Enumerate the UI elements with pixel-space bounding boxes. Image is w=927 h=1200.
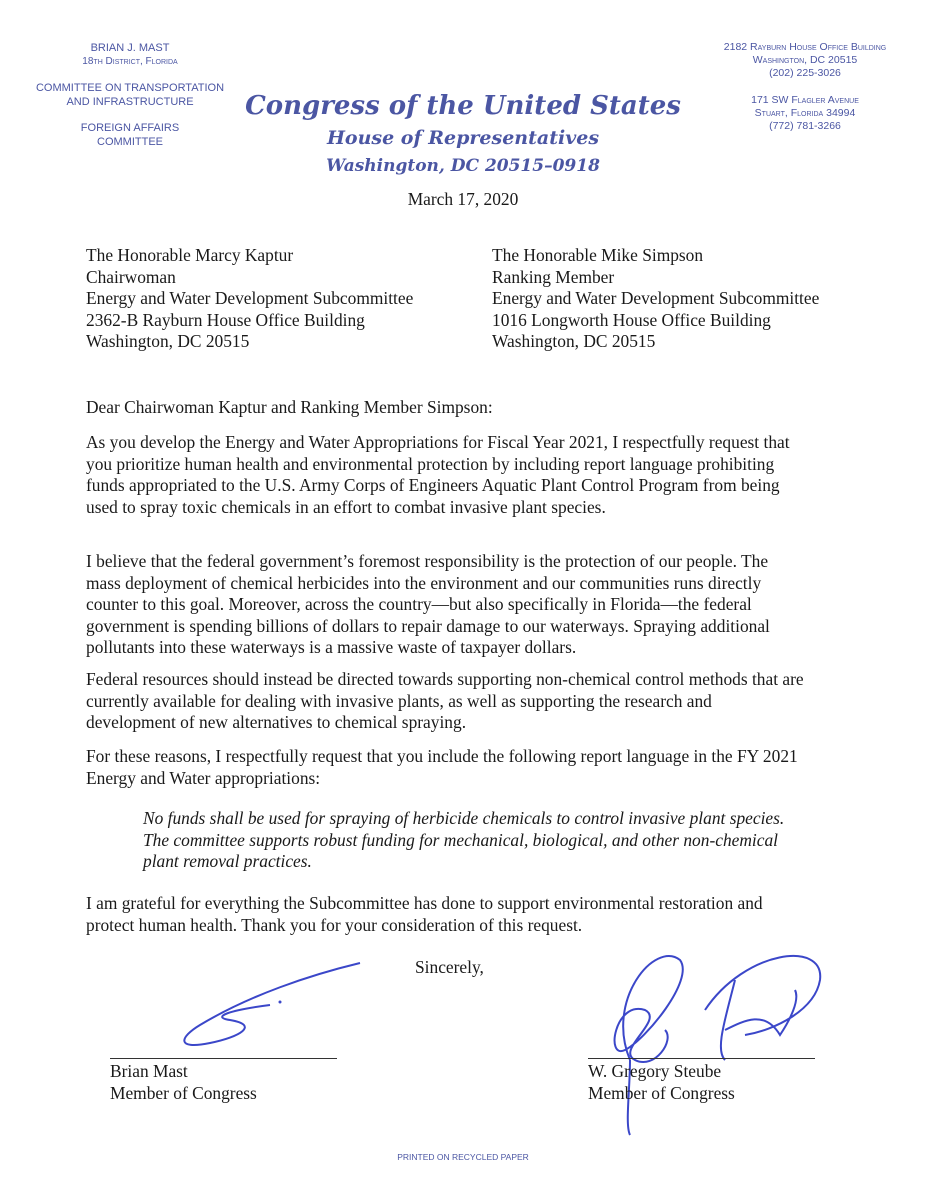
district: 18th District, Florida [82, 56, 178, 67]
text-line: I believe that the federal government’s foremost responsibility is the protection of our people. The [86, 551, 769, 571]
text-line: pollutants into these waterways is a massive waste of taxpayer dollars. [86, 637, 577, 657]
letterhead-right [685, 41, 925, 133]
signature-line [588, 1058, 815, 1059]
office-line: Stuart, Florida 34994 [754, 107, 856, 119]
text-line: I am grateful for everything the Subcommittee has done to support environmental restoration and [86, 893, 763, 913]
text-line: No funds shall be used for spraying of herbicide chemicals to control invasive plant species. [143, 808, 785, 828]
committee-line: COMMITTEE ON TRANSPORTATION [35, 82, 225, 94]
signatory-mast [110, 1061, 257, 1104]
address-line: Energy and Water Development Subcommittee [86, 288, 414, 308]
address-line: Chairwoman [86, 266, 176, 287]
address-line: The Honorable Mike Simpson [492, 245, 704, 265]
letterhead-title: Congress of the United States [245, 91, 681, 121]
letterhead-left [20, 41, 240, 149]
paragraph-2 [86, 551, 770, 659]
signature-gregory-steube [585, 940, 835, 1140]
paragraph-3 [86, 669, 804, 734]
footer-recycled-paper: PRINTED ON RECYCLED PAPER [397, 1152, 529, 1162]
text-line: currently available for dealing with invasive plants, as well as supporting the research and [86, 690, 712, 711]
office-line: 2182 Rayburn House Office Building [723, 41, 887, 53]
office-phone: (202) 225-3026 [769, 67, 841, 79]
text-line: Energy and Water appropriations: [86, 767, 321, 788]
address-line: Washington, DC 20515 [86, 331, 250, 351]
signatory-steube [588, 1061, 735, 1104]
text-line: used to spray toxic chemicals in an effort to combat invasive plant species. [86, 496, 606, 517]
text-line: plant removal practices. [143, 851, 312, 871]
committee-line: COMMITTEE [97, 136, 163, 148]
paragraph-1 [86, 432, 790, 518]
address-line: Ranking Member [492, 266, 615, 287]
text-line: government is spending billions of dollars to repair damage to our waterways. Spraying additional [86, 615, 770, 636]
address-line: Washington, DC 20515 [492, 331, 656, 351]
text-line: counter to this goal. Moreover, across the country—but also specifically in Florida—the federal [86, 594, 752, 614]
signatory-title: Member of Congress [110, 1082, 257, 1103]
paragraph-4 [86, 746, 798, 789]
address-line: 1016 Longworth House Office Building [492, 309, 771, 330]
address-line: 2362-B Rayburn House Office Building [86, 309, 365, 330]
text-line: funds appropriated to the U.S. Army Corps of Engineers Aquatic Plant Control Program from being [86, 475, 780, 495]
office-phone: (772) 781-3266 [769, 120, 841, 132]
office-line: Washington, DC 20515 [752, 54, 858, 66]
text-line: The committee supports robust funding for mechanical, biological, and other non-chemical [143, 829, 779, 850]
address-line: Energy and Water Development Subcommittee [492, 288, 820, 308]
letterhead-city: Washington, DC 20515–0918 [326, 156, 600, 176]
letterhead-subtitle: House of Representatives [326, 127, 600, 149]
office-line: 171 SW Flagler Avenue [751, 94, 859, 106]
recipient-left [86, 245, 413, 353]
signatory-title: Member of Congress [588, 1082, 735, 1103]
text-line: As you develop the Energy and Water Appropriations for Fiscal Year 2021, I respectfully request that [86, 432, 790, 452]
recipient-right [492, 245, 819, 353]
text-line: For these reasons, I respectfully request that you include the following report language in the FY 2021 [86, 746, 798, 766]
text-line: you prioritize human health and environmental protection by including report language prohibiting [86, 453, 775, 474]
signatory-name: W. Gregory Steube [588, 1061, 722, 1081]
text-line: Federal resources should instead be directed towards supporting non-chemical control methods that are [86, 669, 804, 689]
closing-paragraph [86, 893, 763, 936]
text-line: protect human health. Thank you for your consideration of this request. [86, 914, 583, 935]
closing: Sincerely, [415, 957, 484, 977]
committee-line: FOREIGN AFFAIRS [80, 122, 180, 134]
text-line: mass deployment of chemical herbicides into the environment and our communities runs directly [86, 572, 762, 593]
address-line: The Honorable Marcy Kaptur [86, 245, 294, 265]
committee-line: AND INFRASTRUCTURE [66, 96, 194, 108]
salutation: Dear Chairwoman Kaptur and Ranking Member Simpson: [86, 397, 493, 417]
signatory-name: Brian Mast [110, 1061, 188, 1081]
signature-brian-mast [170, 955, 370, 1055]
text-line: development of new alternatives to chemical spraying. [86, 712, 467, 732]
signature-line [110, 1058, 337, 1059]
letter-date: March 17, 2020 [407, 189, 519, 209]
report-language-quote [143, 808, 784, 873]
member-name: BRIAN J. MAST [90, 42, 170, 54]
